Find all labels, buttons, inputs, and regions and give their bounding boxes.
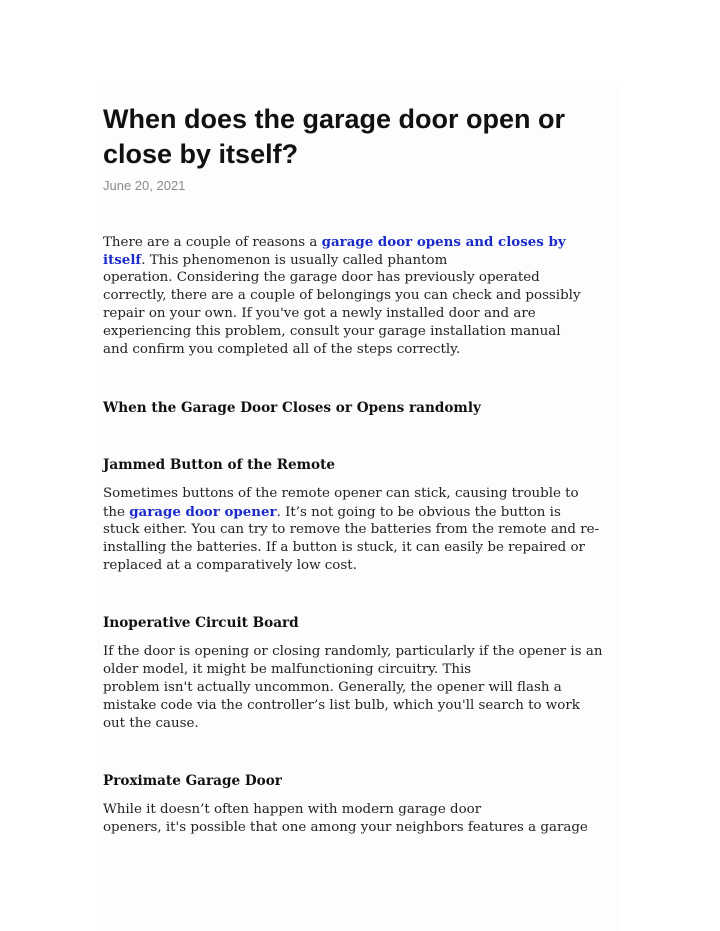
jammed-text: . It’s not going to be obvious the button is	[276, 505, 561, 520]
heading-jammed-button: Jammed Button of the Remote	[103, 457, 336, 473]
heading-circuit-board: Inoperative Circuit Board	[103, 615, 299, 631]
jammed-text: the	[103, 505, 130, 520]
circuit-line-5: out the cause.	[103, 716, 199, 731]
heading-proximate-door: Proximate Garage Door	[103, 773, 282, 789]
jammed-line-3: stuck either. You can try to remove the batteries from the remote and re-	[103, 522, 600, 537]
intro-text: . This phenomenon is usually called phantom	[141, 253, 448, 268]
jammed-line-2	[103, 503, 561, 522]
article-title: When does the garage door open or close by itself?	[103, 104, 566, 169]
proximate-line-2: openers, it's possible that one among your neighbors features a garage	[103, 820, 588, 835]
circuit-line-2: older model, it might be malfunctioning circuitry. This	[103, 662, 472, 677]
intro-line-6: experiencing this problem, consult your garage installation manual	[103, 324, 561, 339]
intro-line-2	[103, 251, 447, 270]
intro-line-7: and confirm you completed all of the steps correctly.	[103, 342, 461, 357]
publish-date: June 20, 2021	[103, 178, 186, 193]
circuit-line-3: problem isn't actually uncommon. Generally, the opener will flash a	[103, 680, 562, 695]
link-itself[interactable]: itself	[103, 252, 142, 268]
circuit-line-4: mistake code via the controller’s list bulb, which you'll search to work	[103, 698, 580, 713]
section-heading: When the Garage Door Closes or Opens randomly	[103, 400, 481, 416]
link-garage-door-opener[interactable]: garage door opener	[129, 504, 277, 520]
circuit-line-1: If the door is opening or closing randomly, particularly if the opener is an	[103, 644, 603, 659]
jammed-line-4: installing the batteries. If a button is stuck, it can easily be repaired or	[103, 540, 585, 555]
intro-text: There are a couple of reasons a	[103, 235, 322, 250]
link-garage-door-opens-closes[interactable]: garage door opens and closes by	[321, 234, 566, 250]
intro-line-1	[103, 233, 566, 252]
intro-line-4: correctly, there are a couple of belongings you can check and possibly	[103, 288, 581, 303]
proximate-line-1: While it doesn’t often happen with modern garage door	[103, 802, 482, 817]
intro-line-3: operation. Considering the garage door has previously operated	[103, 270, 540, 285]
jammed-line-1: Sometimes buttons of the remote opener can stick, causing trouble to	[103, 486, 579, 501]
jammed-line-5: replaced at a comparatively low cost.	[103, 558, 357, 573]
intro-line-5: repair on your own. If you've got a newly installed door and are	[103, 306, 536, 321]
